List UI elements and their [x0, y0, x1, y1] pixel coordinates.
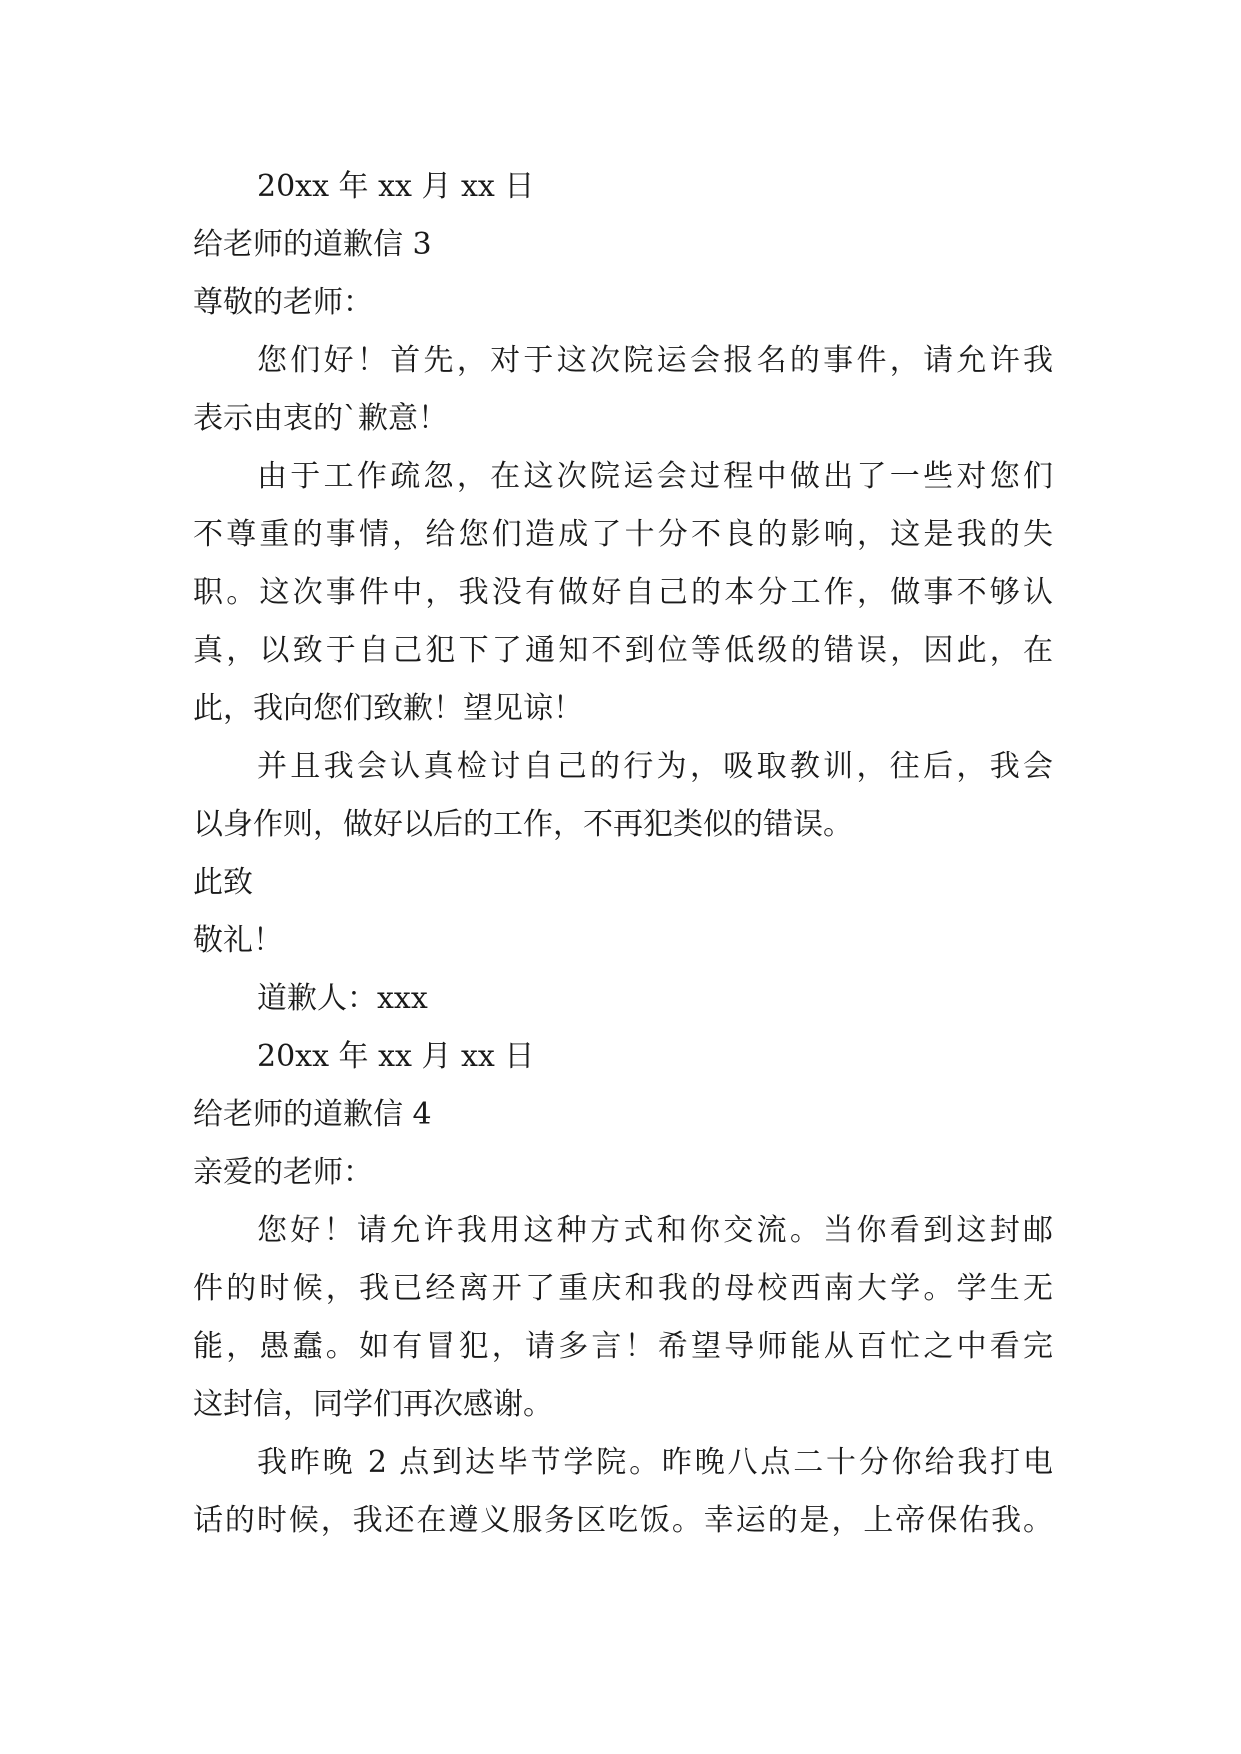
- paragraph-line: 我昨晚 2 点到达毕节学院。昨晚八点二十分你给我打电: [257, 1445, 1053, 1480]
- paragraph: [193, 1202, 1053, 1434]
- paragraph: [193, 332, 1053, 448]
- date-line: 20xx 年 xx 月 xx 日: [257, 169, 535, 204]
- salutation: 尊敬的老师：: [193, 285, 373, 320]
- closing-line: 此致: [193, 865, 253, 900]
- paragraph-line: 真，以致于自己犯下了通知不到位等低级的错误，因此，在: [193, 633, 1053, 668]
- signer-line: 道歉人：xxx: [257, 981, 428, 1016]
- paragraph-line: 您们好！首先，对于这次院运会报名的事件，请允许我: [257, 343, 1053, 378]
- closing-greeting: 敬礼！: [193, 923, 283, 958]
- paragraph: [193, 448, 1053, 738]
- paragraph-line: 此，我向您们致歉！望见谅！: [193, 691, 583, 726]
- document-body: [193, 158, 1053, 1550]
- paragraph-line: 这封信，同学们再次感谢。: [193, 1387, 553, 1422]
- salutation: 亲爱的老师：: [193, 1155, 373, 1190]
- paragraph-line: 由于工作疏忽，在这次院运会过程中做出了一些对您们: [257, 459, 1053, 494]
- letter-title: 给老师的道歉信 3: [193, 227, 432, 262]
- date-line: 20xx 年 xx 月 xx 日: [257, 1039, 535, 1074]
- paragraph-line: 能，愚蠢。如有冒犯，请多言！希望导师能从百忙之中看完: [193, 1329, 1053, 1364]
- paragraph-line: 话的时候，我还在遵义服务区吃饭。幸运的是，上帝保佑我。: [193, 1503, 1053, 1538]
- paragraph-line: 职。这次事件中，我没有做好自己的本分工作，做事不够认: [193, 575, 1053, 610]
- paragraph-line: 以身作则，做好以后的工作，不再犯类似的错误。: [193, 807, 853, 842]
- letter-title: 给老师的道歉信 4: [193, 1097, 432, 1132]
- paragraph-line: 您好！请允许我用这种方式和你交流。当你看到这封邮: [257, 1213, 1053, 1248]
- paragraph: [193, 738, 1053, 854]
- paragraph-line: 件的时候，我已经离开了重庆和我的母校西南大学。学生无: [193, 1271, 1053, 1306]
- paragraph-line: 并且我会认真检讨自己的行为，吸取教训，往后，我会: [257, 749, 1053, 784]
- paragraph-line: 表示由衷的`歉意！: [193, 401, 448, 436]
- paragraph-line: 不尊重的事情，给您们造成了十分不良的影响，这是我的失: [193, 517, 1053, 552]
- paragraph: [193, 1434, 1053, 1550]
